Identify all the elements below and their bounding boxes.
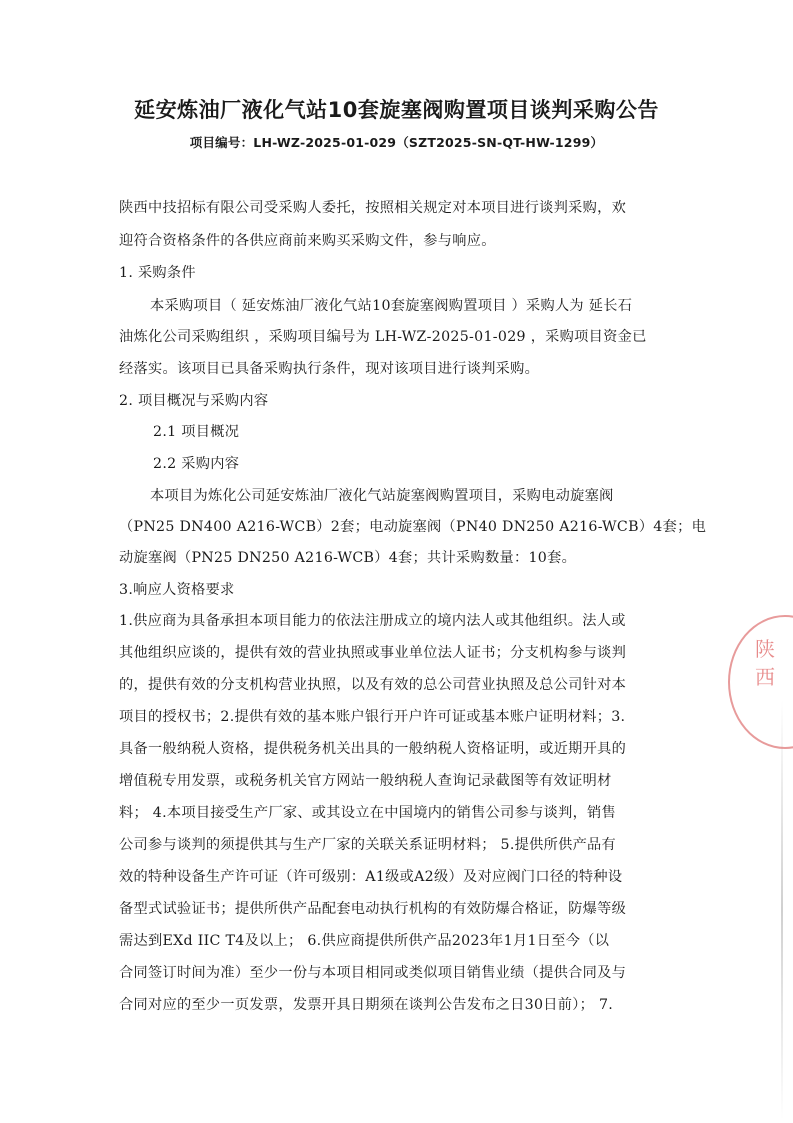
subsection-heading-2-2: 2.2 采购内容 [153, 456, 240, 472]
paragraph-line: 本采购项目（ 延安炼油厂液化气站10套旋塞阀购置项目 ）采购人为 延长石 [150, 298, 633, 314]
paragraph-line: （PN25 DN400 A216-WCB）2套；电动旋塞阀（PN40 DN250 A216-WCB）4套；电 [119, 519, 707, 535]
paragraph-line: 合同签订时间为准）至少一份与本项目相同或类似项目销售业绩（提供合同及与 [119, 965, 627, 981]
paragraph-line: 料； 4.本项目接受生产厂家、或其设立在中国境内的销售公司参与谈判，销售 [119, 805, 617, 821]
paragraph-line: 迎符合资格条件的各供应商前来购买采购文件，参与响应。 [119, 233, 496, 249]
paragraph-line: 1.供应商为具备承担本项目能力的依法注册成立的境内法人或其他组织。法人或 [119, 613, 626, 629]
paragraph-line: 增值税专用发票，或税务机关官方网站一般纳税人查询记录截图等有效证明材 [119, 773, 612, 789]
paragraph-line: 陕西中技招标有限公司受采购人委托，按照相关规定对本项目进行谈判采购，欢 [119, 200, 627, 216]
page-edge-shadow [781, 700, 783, 1120]
paragraph-line: 公司参与谈判的须提供其与生产厂家的关联关系证明材料； 5.提供所供产品有 [119, 837, 617, 853]
project-number: 项目编号：LH-WZ-2025-01-029（SZT2025-SN-QT-HW-1299） [189, 135, 604, 150]
paragraph-line: 合同对应的至少一页发票，发票开具日期须在谈判公告发布之日30日前）； 7. [119, 997, 614, 1013]
paragraph-line: 具备一般纳税人资格，提供税务机关出具的一般纳税人资格证明，或近期开具的 [119, 741, 627, 757]
paragraph-line: 动旋塞阀（PN25 DN250 A216-WCB）4套；共计采购数量：10套。 [119, 550, 577, 566]
paragraph-line: 油炼化公司采购组织 ，采购项目编号为 LH-WZ-2025-01-029 ，采购项目资金已 [119, 329, 647, 345]
paragraph-line: 需达到EXd IIC T4及以上； 6.供应商提供所供产品2023年1月1日至今（以 [119, 933, 610, 949]
paragraph-line: 备型式试验证书；提供所供产品配套电动执行机构的有效防爆合格证，防爆等级 [119, 901, 627, 917]
section-heading-2: 2. 项目概况与采购内容 [119, 393, 269, 409]
paragraph-line: 的，提供有效的分支机构营业执照，以及有效的总公司营业执照及总公司针对本 [119, 677, 627, 693]
paragraph-line: 本项目为炼化公司延安炼油厂液化气站旋塞阀购置项目，采购电动旋塞阀 [150, 488, 614, 504]
section-heading-3: 3.响应人资格要求 [119, 582, 235, 598]
paragraph-line: 项目的授权书；2.提供有效的基本账户银行开户许可证或基本账户证明材料；3. [119, 709, 626, 725]
seal-text: 陕西 [755, 637, 775, 689]
paragraph-line: 其他组织应谈的，提供有效的营业执照或事业单位法人证书；分支机构参与谈判 [119, 645, 627, 661]
document-title: 延安炼油厂液化气站10套旋塞阀购置项目谈判采购公告 [134, 98, 659, 122]
subsection-heading-2-1: 2.1 项目概况 [153, 424, 240, 440]
paragraph-line: 效的特种设备生产许可证（许可级别：A1级或A2级）及对应阀门口径的特种设 [119, 869, 623, 885]
section-heading-1: 1. 采购条件 [119, 265, 196, 281]
paragraph-line: 经落实。该项目已具备采购执行条件，现对该项目进行谈判采购。 [119, 361, 540, 377]
